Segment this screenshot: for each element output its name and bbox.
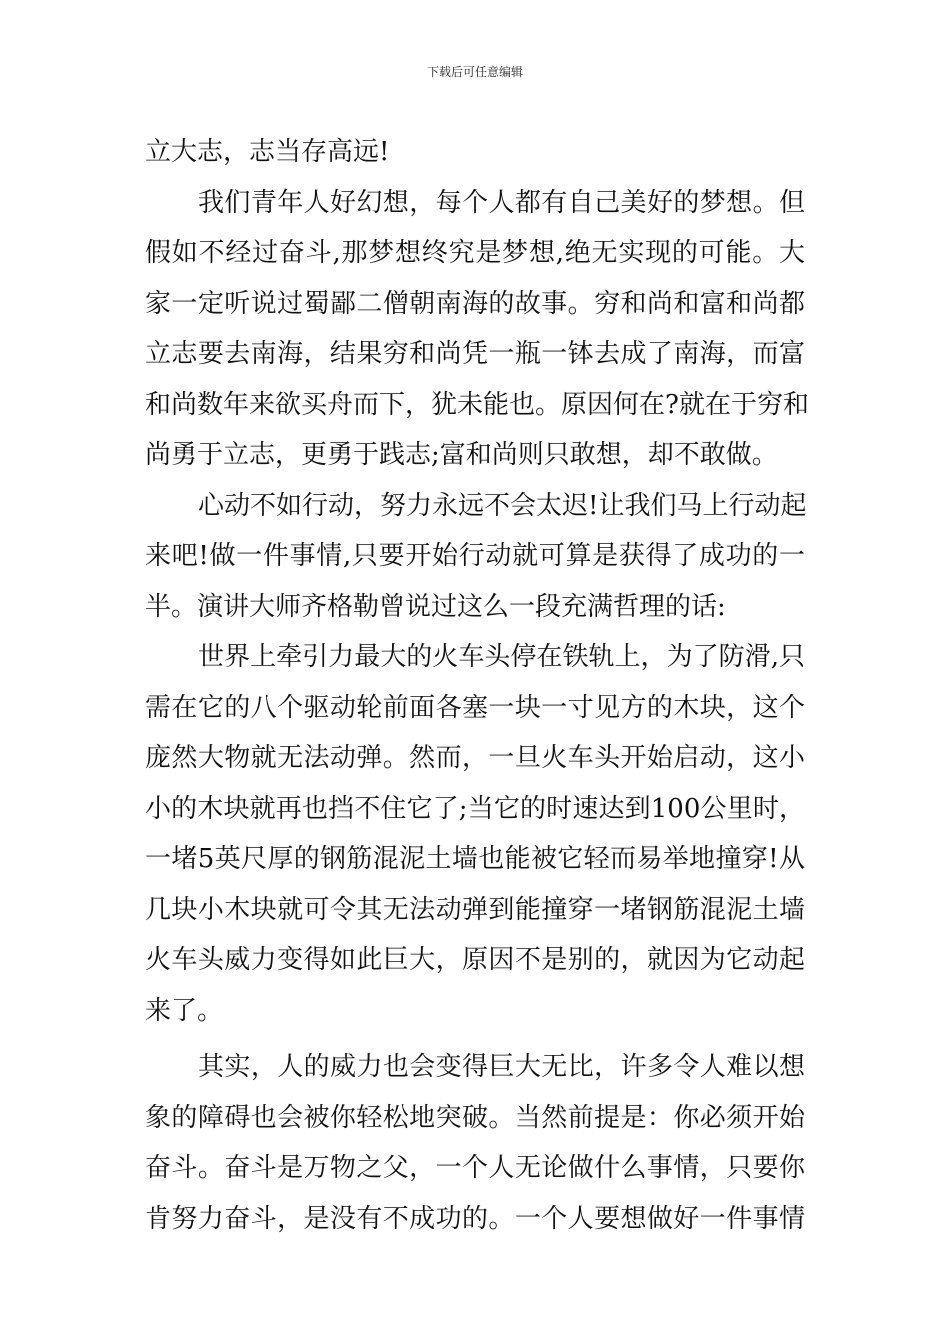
text-line: 半。演讲大师齐格勒曾说过这么一段充满哲理的话: (145, 591, 726, 622)
text-line: 庞然大物就无法动弹。然而，一旦火车头开始启动，这小 (145, 743, 805, 773)
text-line: 奋斗。奋斗是万物之父，一个人无论做什么事情，只要你 (145, 1153, 805, 1183)
text-line: 和尚数年来欲买舟而下，犹未能也。原因何在?就在于穷和 (145, 389, 809, 420)
text-line: 来吧!做一件事情,只要开始行动就可算是获得了成功的一 (145, 541, 805, 571)
text-line: 肯努力奋斗，是没有不成功的。一个人要想做好一件事情 (145, 1203, 805, 1234)
text-line: 立大志，志当存高远! (145, 137, 390, 167)
paragraph (145, 178, 809, 481)
text-line: 几块小木块就可令其无法动弹到能撞穿一堵钢筋混泥土墙 (145, 894, 805, 925)
text-line: 来了。 (145, 995, 224, 1026)
text-line: 假如不经过奋斗,那梦想终究是梦想,绝无实现的可能。大 (145, 238, 805, 268)
text-line: 立志要去南海，结果穷和尚凭一瓶一钵去成了南海，而富 (145, 339, 805, 369)
text-line: 一堵5英尺厚的钢筋混泥土墙也能被它轻而易举地撞穿!从 (145, 844, 805, 874)
text-line: 需在它的八个驱动轮前面各塞一块一寸见方的木块，这个 (145, 692, 805, 723)
paragraph (145, 481, 805, 633)
text-line: 小的木块就再也挡不住它了;当它的时速达到100公里时， (145, 793, 805, 824)
document-body (145, 127, 809, 1244)
text-line: 火车头威力变得如此巨大，原因不是别的，就因为它动起 (145, 945, 805, 975)
text-line: 我们青年人好幻想，每个人都有自己美好的梦想。但 (198, 187, 805, 218)
text-line: 心动不如行动，努力永远不会太迟!让我们马上行动起 (198, 490, 807, 521)
text-line: 其实，人的威力也会变得巨大无比，许多令人难以想 (198, 1052, 805, 1082)
page-header: 下载后可任意编辑 (426, 65, 523, 79)
paragraph (145, 632, 805, 1036)
paragraph (145, 1042, 805, 1244)
text-line: 象的障碍也会被你轻松地突破。当然前提是：你必须开始 (145, 1102, 805, 1133)
text-line: 家一定听说过蜀鄙二僧朝南海的故事。穷和尚和富和尚都 (145, 288, 805, 319)
paragraph (145, 127, 805, 178)
text-line: 尚勇于立志，更勇于践志;富和尚则只敢想，却不敢做。 (145, 440, 778, 470)
text-line: 世界上牵引力最大的火车头停在铁轨上，为了防滑,只 (198, 642, 805, 672)
